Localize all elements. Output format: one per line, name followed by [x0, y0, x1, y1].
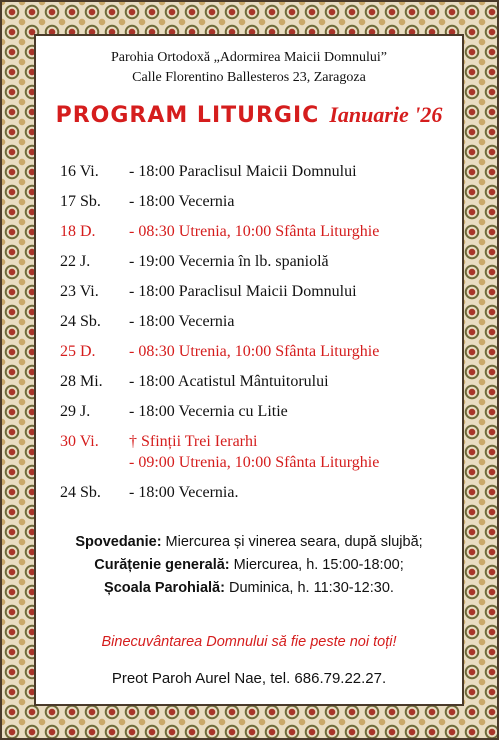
- schedule-day: 22 J.: [60, 253, 91, 270]
- schedule-day: 24 Sb.: [60, 484, 101, 501]
- schedule-day: 30 Vi.: [60, 433, 99, 450]
- page-title: [36, 102, 462, 128]
- cleaning-text: Miercurea, h. 15:00-18:00;: [229, 557, 404, 573]
- schedule-text-second-line: - 09:00 Utrenia, 10:00 Sfânta Liturghie: [129, 454, 380, 471]
- schedule-day: 29 J.: [60, 403, 91, 420]
- schedule-day: 25 D.: [60, 343, 96, 360]
- schedule-row-feast: [36, 433, 462, 474]
- school-text: Duminica, h. 11:30-12:30.: [224, 580, 394, 596]
- priest-contact: Preot Paroh Aurel Nae, tel. 686.79.22.27.: [111, 670, 387, 687]
- cleaning-info: [36, 557, 462, 573]
- schedule-text: - 19:00 Vecernia în lb. spaniolă: [129, 253, 329, 270]
- schedule-text: - 18:00 Vecernia: [129, 193, 235, 210]
- blessing-text: Binecuvântarea Domnului să fie peste noi toți!: [101, 634, 397, 650]
- schedule-row: [36, 403, 462, 423]
- schedule-row: [36, 283, 462, 303]
- schedule-row-sunday: [36, 343, 462, 363]
- schedule-row-sunday: [36, 223, 462, 243]
- schedule-text: - 18:00 Acatistul Mântuitorului: [129, 373, 329, 390]
- schedule-day: 18 D.: [60, 223, 96, 240]
- schedule-day: 17 Sb.: [60, 193, 101, 210]
- cleaning-label: Curățenie generală:: [94, 557, 230, 573]
- schedule-row: [36, 484, 462, 504]
- schedule-day: 28 Mi.: [60, 373, 103, 390]
- school-label: Școala Parohială:: [104, 580, 225, 596]
- schedule-text: - 18:00 Paraclisul Maicii Domnului: [129, 163, 357, 180]
- schedule-day: 16 Vi.: [60, 163, 99, 180]
- confession-label: Spovedanie:: [75, 534, 162, 550]
- schedule-day: 24 Sb.: [60, 313, 101, 330]
- schedule-text: - 18:00 Vecernia cu Litie: [129, 403, 288, 420]
- schedule-text: - 18:00 Vecernia: [129, 313, 235, 330]
- schedule-text: - 08:30 Utrenia, 10:00 Sfânta Liturghie: [129, 343, 380, 360]
- schedule-row: [36, 313, 462, 333]
- title-main: PROGRAM LITURGIC: [55, 103, 320, 128]
- schedule-day: 23 Vi.: [60, 283, 99, 300]
- parish-address: Calle Florentino Ballesteros 23, Zaragoza: [132, 70, 366, 85]
- parish-name: Parohia Ortodoxă „Adormirea Maicii Domnului”: [110, 50, 388, 65]
- school-info: [36, 580, 462, 596]
- schedule-text: - 18:00 Vecernia.: [129, 484, 239, 501]
- schedule-text: - 18:00 Paraclisul Maicii Domnului: [129, 283, 357, 300]
- title-month: Ianuarie '26: [329, 102, 443, 127]
- confession-info: [36, 534, 462, 550]
- schedule-text: - 08:30 Utrenia, 10:00 Sfânta Liturghie: [129, 223, 380, 240]
- schedule-row: [36, 193, 462, 213]
- confession-text: Miercurea și vinerea seara, după slujbă;: [161, 534, 423, 550]
- schedule-row: [36, 163, 462, 183]
- schedule-row: [36, 373, 462, 393]
- schedule-row: [36, 253, 462, 273]
- poster-content: [36, 36, 462, 704]
- schedule-text: † Sfinții Trei Ierarhi: [129, 433, 258, 450]
